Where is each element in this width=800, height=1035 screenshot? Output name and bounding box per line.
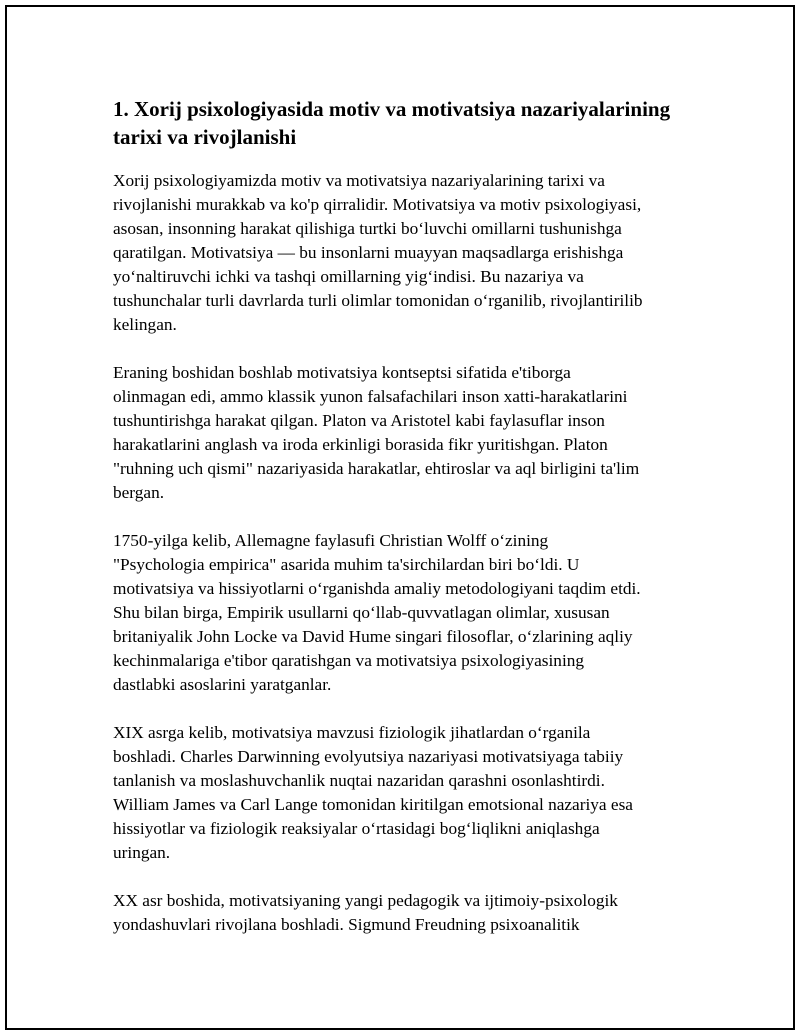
paragraph-line: kelingan.	[113, 315, 177, 334]
paragraph-3	[113, 529, 703, 697]
paragraph-line: harakatlarini anglash va iroda erkinligi borasida fikr yuritishgan. Platon	[113, 435, 608, 454]
paragraph-line: tushunchalar turli davrlarda turli olimlar tomonidan o‘rganilib, rivojlantirilib	[113, 291, 643, 310]
paragraph-2	[113, 361, 703, 505]
paragraph-line: William James va Carl Lange tomonidan kiritilgan emotsional nazariya esa	[113, 795, 633, 814]
paragraph-5	[113, 889, 703, 937]
paragraph-1	[113, 169, 703, 337]
paragraph-line: motivatsiya va hissiyotlarni o‘rganishda amaliy metodologiyani taqdim etdi.	[113, 579, 641, 598]
paragraph-line: olinmagan edi, ammo klassik yunon falsafachilari inson xatti-harakatlarini	[113, 387, 628, 406]
paragraph-line: uringan.	[113, 843, 171, 862]
paragraph-line: yo‘naltiruvchi ichki va tashqi omillarning yig‘indisi. Bu nazariya va	[113, 267, 584, 286]
paragraph-line: bergan.	[113, 483, 165, 502]
paragraph-line: dastlabki asoslarini yaratganlar.	[113, 675, 332, 694]
section-heading	[113, 95, 703, 151]
paragraph-line: hissiyotlar va fiziologik reaksiyalar o‘rtasidagi bog‘liqlikni aniqlashga	[113, 819, 600, 838]
paragraph-line: Xorij psixologiyamizda motiv va motivatsiya nazariyalarining tarixi va	[113, 171, 605, 190]
paragraph-line: britaniyalik John Locke va David Hume singari filosoflar, o‘zlarining aqliy	[113, 627, 633, 646]
paragraph-4	[113, 721, 703, 865]
heading-line-1: 1. Xorij psixologiyasida motiv va motivatsiya nazariyalarining	[113, 97, 671, 121]
paragraph-line: 1750-yilga kelib, Allemagne faylasufi Christian Wolff o‘zining	[113, 531, 549, 550]
paragraph-line: "ruhning uch qismi" nazariyasida harakatlar, ehtiroslar va aql birligini ta'lim	[113, 459, 640, 478]
paragraph-line: rivojlanishi murakkab va ko'p qirralidir. Motivatsiya va motiv psixologiyasi,	[113, 195, 642, 214]
paragraph-line: "Psychologia empirica" asarida muhim ta'sirchilardan biri bo‘ldi. U	[113, 555, 580, 574]
paragraph-line: boshladi. Charles Darwinning evolyutsiya nazariyasi motivatsiyaga tabiiy	[113, 747, 624, 766]
document-body	[113, 95, 703, 937]
paragraph-line: Shu bilan birga, Empirik usullarni qo‘llab-quvvatlagan olimlar, xususan	[113, 603, 610, 622]
paragraph-line: yondashuvlari rivojlana boshladi. Sigmund Freudning psixoanalitik	[113, 915, 580, 934]
paragraph-line: asosan, insonning harakat qilishiga turtki bo‘luvchi omillarni tushunishga	[113, 219, 622, 238]
paragraph-line: qaratilgan. Motivatsiya — bu insonlarni muayyan maqsadlarga erishishga	[113, 243, 624, 262]
paragraph-line: tushuntirishga harakat qilgan. Platon va Aristotel kabi faylasuflar inson	[113, 411, 605, 430]
paragraph-line: tanlanish va moslashuvchanlik nuqtai nazaridan qarashni osonlashtirdi.	[113, 771, 605, 790]
paragraph-line: XIX asrga kelib, motivatsiya mavzusi fiziologik jihatlardan o‘rganila	[113, 723, 591, 742]
paragraph-line: XX asr boshida, motivatsiyaning yangi pedagogik va ijtimoiy-psixologik	[113, 891, 618, 910]
paragraph-line: Eraning boshidan boshlab motivatsiya kontseptsi sifatida e'tiborga	[113, 363, 571, 382]
paragraph-line: kechinmalariga e'tibor qaratishgan va motivatsiya psixologiyasining	[113, 651, 585, 670]
heading-line-2: tarixi va rivojlanishi	[113, 125, 297, 149]
